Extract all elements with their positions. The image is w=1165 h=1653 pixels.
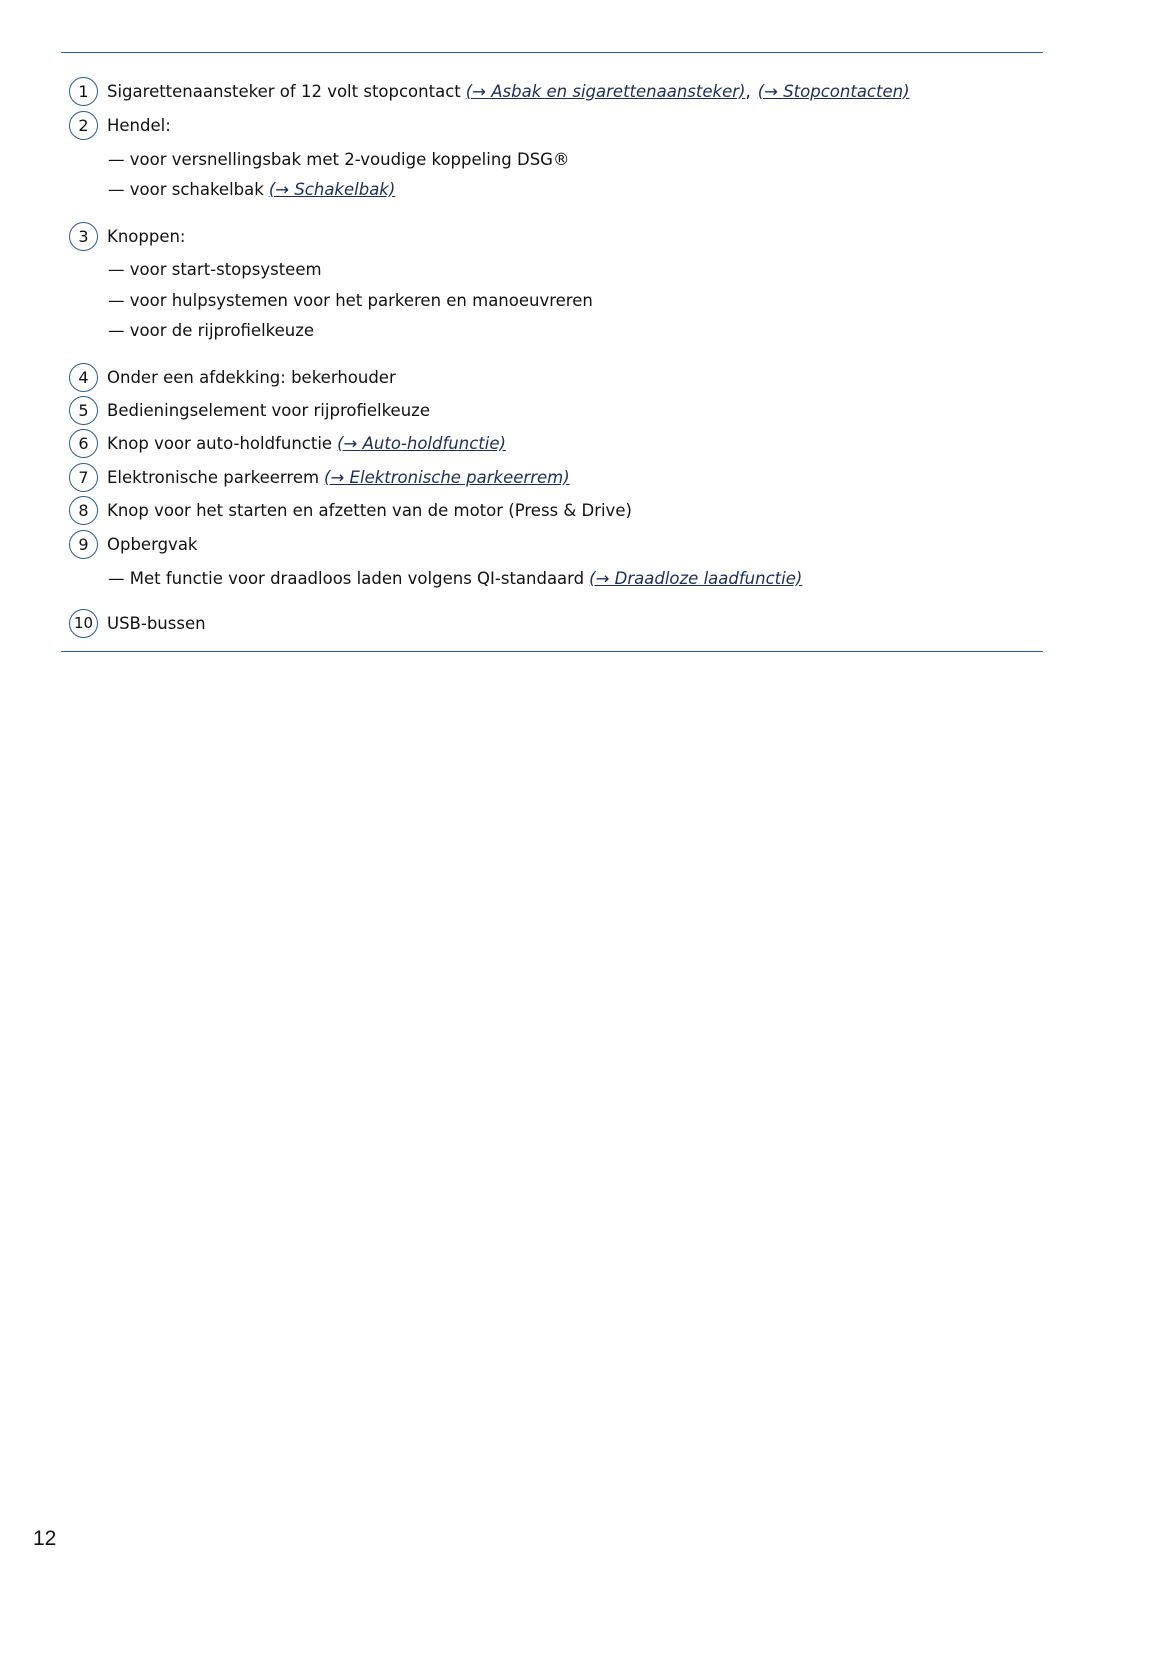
sub-item-text: — voor de rijprofielkeuze <box>108 320 315 340</box>
bottom-divider <box>61 651 1043 652</box>
item-text: Knop voor auto-holdfunctie <box>107 433 333 453</box>
sub-item <box>108 254 322 284</box>
list-item-5 <box>69 395 430 425</box>
item-text: Onder een afdekking: bekerhouder <box>107 367 396 387</box>
separator: , <box>745 81 751 101</box>
item-text: Elektronische parkeerrem <box>107 467 320 487</box>
sub-item <box>108 174 395 204</box>
callout-number: 8 <box>69 496 98 525</box>
callout-number: 7 <box>69 463 98 492</box>
sub-item-text: — Met functie voor draadloos laden volgens QI-standaard <box>108 568 585 588</box>
sub-item <box>108 285 593 315</box>
callout-number: 10 <box>69 609 98 638</box>
item-text: USB-bussen <box>107 613 206 633</box>
list-item-7 <box>69 462 570 492</box>
item-text: Sigarettenaansteker of 12 volt stopcontact <box>107 81 461 101</box>
list-item-8 <box>69 495 632 525</box>
list-item-9 <box>69 529 197 559</box>
link-auto-hold[interactable]: (→ Auto-holdfunctie) <box>337 433 506 453</box>
callout-number: 1 <box>69 77 98 106</box>
item-text: Bedieningselement voor rijprofielkeuze <box>107 400 430 420</box>
list-item-6 <box>69 428 506 458</box>
sub-item <box>108 563 802 593</box>
sub-item-text: — voor versnellingsbak met 2-voudige koppeling DSG® <box>108 149 570 169</box>
callout-number: 5 <box>69 396 98 425</box>
sub-item <box>108 144 569 174</box>
item-text: Opbergvak <box>107 534 198 554</box>
link-schakelbak[interactable]: (→ Schakelbak) <box>268 179 396 199</box>
top-divider <box>61 52 1043 53</box>
sub-item-text: — voor hulpsystemen voor het parkeren en manoeuvreren <box>108 290 593 310</box>
sub-item <box>108 315 314 345</box>
link-parkeerrem[interactable]: (→ Elektronische parkeerrem) <box>324 467 570 487</box>
list-item-2 <box>69 110 171 140</box>
item-text: Hendel: <box>107 115 171 135</box>
page-number: 12 <box>33 1527 57 1550</box>
link-draadloze-laadfunctie[interactable]: (→ Draadloze laadfunctie) <box>589 568 803 588</box>
item-text: Knoppen: <box>107 226 186 246</box>
callout-number: 9 <box>69 530 98 559</box>
link-asbak[interactable]: (→ Asbak en sigarettenaansteker) <box>465 81 746 101</box>
callout-number: 6 <box>69 429 98 458</box>
list-item-10 <box>69 608 206 638</box>
callout-number: 3 <box>69 222 98 251</box>
item-text: Knop voor het starten en afzetten van de motor (Press & Drive) <box>107 500 632 520</box>
callout-number: 2 <box>69 111 98 140</box>
link-stopcontacten[interactable]: (→ Stopcontacten) <box>757 81 910 101</box>
list-item-3 <box>69 221 186 251</box>
callout-number: 4 <box>69 363 98 392</box>
list-item-1 <box>69 76 910 106</box>
sub-item-text: — voor schakelbak <box>108 179 264 199</box>
sub-item-text: — voor start-stopsysteem <box>108 259 322 279</box>
list-item-4 <box>69 362 396 392</box>
